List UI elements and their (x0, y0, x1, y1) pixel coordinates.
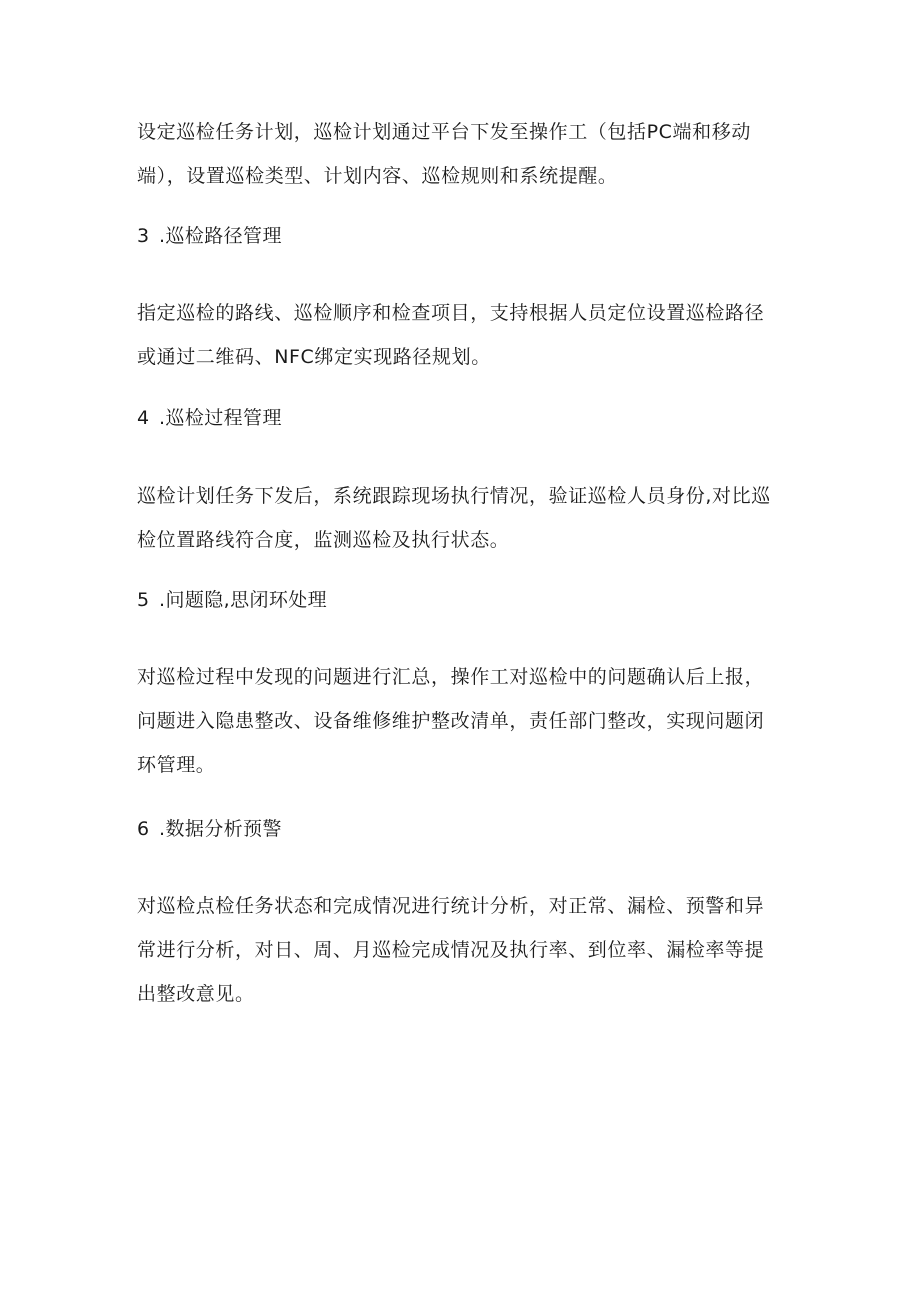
paragraph-line: 环管理。 (137, 754, 216, 776)
paragraph-patrol-route (137, 291, 797, 379)
paragraph-line: 巡检计划任务下发后，系统跟踪现场执行情况，验证巡检人员身份,对比巡 (137, 485, 771, 507)
section-heading-4 (137, 404, 282, 432)
section-title: .巡检过程管理 (159, 407, 282, 429)
section-number: 6 (137, 818, 150, 840)
paragraph-line: 端），设置巡检类型、计划内容、巡检规则和系统提醒。 (137, 165, 618, 187)
section-title: .问题隐,思闭环处理 (159, 589, 328, 611)
paragraph-line: 问题进入隐患整改、设备维修维护整改清单，责任部门整改，实现问题闭 (137, 710, 765, 732)
section-title: .巡检路径管理 (159, 225, 282, 247)
paragraph-line: 设定巡检任务计划，巡检计划通过平台下发至操作工（包括PC端和移动 (137, 121, 751, 143)
paragraph-line: 出整改意见。 (137, 983, 255, 1005)
paragraph-line: 常进行分析，对日、周、月巡检完成情况及执行率、到位率、漏检率等提 (137, 939, 765, 961)
paragraph-line: 检位置路线符合度，监测巡检及执行状态。 (137, 529, 510, 551)
section-number: 5 (137, 589, 150, 611)
paragraph-patrol-process (137, 474, 797, 562)
section-number: 3 (137, 225, 150, 247)
paragraph-line: 对巡检过程中发现的问题进行汇总，操作工对巡检中的问题确认后上报， (137, 666, 765, 688)
section-heading-6 (137, 815, 282, 843)
paragraph-data-analysis (137, 884, 797, 1016)
paragraph-line: 或通过二维码、NFC绑定实现路径规划。 (137, 346, 491, 368)
section-title: .数据分析预警 (159, 818, 282, 840)
paragraph-patrol-plan (137, 110, 797, 198)
paragraph-line: 指定巡检的路线、巡检顺序和检查项目，支持根据人员定位设置巡检路径 (137, 302, 765, 324)
paragraph-line: 对巡检点检任务状态和完成情况进行统计分析，对正常、漏检、预警和异 (137, 895, 765, 917)
paragraph-issue-closed-loop (137, 655, 797, 787)
section-heading-5 (137, 586, 327, 614)
section-number: 4 (137, 407, 150, 429)
section-heading-3 (137, 222, 282, 250)
